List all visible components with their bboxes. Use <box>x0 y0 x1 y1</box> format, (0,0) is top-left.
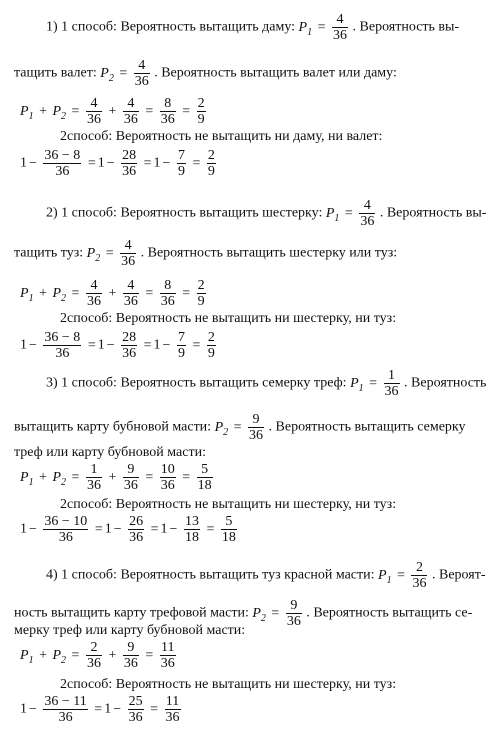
sec1-complement-equation <box>20 148 217 179</box>
text-span: P <box>86 245 96 261</box>
math-operator: = <box>145 647 154 663</box>
text-span: 1 <box>104 701 112 717</box>
text-span: 18 <box>197 478 212 493</box>
text-span: . Вероят- <box>431 567 486 583</box>
math-operator: + <box>108 469 117 485</box>
probability-variable <box>252 605 266 624</box>
math-operator: + <box>108 103 117 119</box>
fraction-numerator: 8 <box>160 96 176 112</box>
text-span: P <box>214 419 224 435</box>
text-span: 9 <box>197 112 205 127</box>
text-span: 9 <box>177 164 185 179</box>
text-span: 36 <box>86 478 101 493</box>
text-span: 36 <box>360 214 375 229</box>
fraction-numerator: 4 <box>123 278 139 294</box>
fraction-numerator: 5 <box>221 514 237 530</box>
fraction <box>128 514 144 545</box>
sec4-line1 <box>46 560 490 591</box>
subscript: 1 <box>334 212 340 224</box>
fraction <box>86 462 102 493</box>
math-operator: = <box>87 155 96 171</box>
fraction-numerator: 9 <box>123 640 139 656</box>
text-span: 36 <box>286 614 301 629</box>
text-span: 1 <box>20 337 27 353</box>
math-operator: − <box>113 701 122 717</box>
text-span: 36 <box>86 112 101 127</box>
math-operator: = <box>192 155 201 171</box>
math-operator: = <box>145 469 154 485</box>
text-span: 36 <box>123 478 138 493</box>
sec3-line3 <box>14 444 490 462</box>
text-span: 2способ: Вероятность не вытащить ни шестерку, ни туз: <box>60 677 397 692</box>
fraction <box>123 640 139 671</box>
fraction-numerator: 4 <box>134 58 150 74</box>
text-span: 36 <box>86 294 101 309</box>
probability-variable <box>325 205 340 224</box>
fraction <box>160 462 176 493</box>
math-operator: − <box>29 337 37 353</box>
text-span: 1 <box>153 155 161 171</box>
text-span: 1 <box>160 521 168 537</box>
text-span: P <box>20 647 29 663</box>
text-span: мерку треф или карту бубновой масти: <box>14 623 246 638</box>
fraction <box>384 368 400 399</box>
subscript: 1 <box>28 292 34 304</box>
text-span: 36 <box>55 346 70 361</box>
math-operator: + <box>108 285 117 301</box>
fraction-numerator: 36 − 11 <box>44 694 87 709</box>
probability-variable <box>350 375 364 394</box>
text-span: 36 <box>160 294 175 309</box>
fraction-numerator: 36 − 8 <box>44 330 81 345</box>
math-operator: = <box>143 155 152 171</box>
text-span: 36 <box>128 710 143 725</box>
fraction-numerator: 4 <box>332 12 348 28</box>
fraction <box>43 148 81 179</box>
subscript: 1 <box>386 574 392 586</box>
probability-variable <box>20 469 34 488</box>
probability-variable <box>20 647 34 666</box>
text-span: P <box>252 605 261 621</box>
text-span: . Вероятность вытащить шестерку или туз: <box>140 245 398 261</box>
fraction <box>411 560 427 591</box>
math-operator: − <box>162 337 171 353</box>
math-operator: = <box>105 245 114 261</box>
sec3-complement-equation <box>20 514 238 545</box>
subscript: 1 <box>28 654 34 666</box>
subscript: 1 <box>28 476 34 488</box>
text-span: вытащить карту бубновой масти: <box>14 419 212 435</box>
sec4-line3 <box>14 622 490 640</box>
math-operator: − <box>29 701 37 717</box>
fraction-numerator: 4 <box>123 96 139 112</box>
text-span: 36 <box>134 74 149 89</box>
probability-variable <box>20 285 34 304</box>
text-span: 36 <box>122 346 137 361</box>
fraction <box>359 198 375 229</box>
text-span: P <box>350 375 359 391</box>
text-span: 2способ: Вероятность не вытащить ни шестерку, ни туз: <box>60 497 397 512</box>
sec1-sum-equation <box>20 96 207 127</box>
subscript: 2 <box>61 476 67 488</box>
fraction <box>332 12 348 43</box>
subscript: 1 <box>307 26 313 38</box>
fraction-numerator: 7 <box>177 148 185 163</box>
fraction <box>248 412 264 443</box>
fraction <box>128 694 144 725</box>
math-operator: − <box>162 155 171 171</box>
fraction <box>197 462 213 493</box>
text-span: 1 <box>104 521 112 537</box>
text-span: треф или карту бубновой масти: <box>14 445 206 460</box>
math-operator: − <box>29 155 37 171</box>
fraction <box>120 238 136 269</box>
fraction <box>160 278 176 309</box>
text-span: 36 <box>165 710 180 725</box>
probability-variable <box>20 103 34 122</box>
text-span: 36 <box>86 656 101 671</box>
sec1-method2 <box>60 128 490 146</box>
fraction-numerator: 2 <box>197 96 205 111</box>
subscript: 2 <box>61 292 67 304</box>
subscript: 1 <box>358 382 364 394</box>
text-span: 1 <box>20 701 27 717</box>
sec4-complement-equation <box>20 694 182 725</box>
text-span: 1 <box>97 155 105 171</box>
text-span: . Вероятность вытащить се- <box>306 605 473 621</box>
math-operator: = <box>145 103 154 119</box>
math-operator: − <box>29 521 37 537</box>
text-span: P <box>52 103 62 119</box>
text-span: P <box>52 285 62 301</box>
math-operator: − <box>106 337 115 353</box>
sec3-line2 <box>14 412 490 443</box>
text-span: 36 <box>160 112 175 127</box>
fraction-numerator: 28 <box>122 148 137 163</box>
fraction-numerator: 5 <box>197 462 213 478</box>
fraction <box>121 330 137 361</box>
subscript: 1 <box>28 110 34 122</box>
text-span: P <box>378 567 387 583</box>
text: 1) 1 способ: Вероятность вытащить даму: <box>46 19 296 35</box>
text: тащить валет: <box>14 65 97 81</box>
fraction-numerator: 2 <box>411 560 427 576</box>
fraction-numerator: 36 − 8 <box>44 148 81 163</box>
math-operator: = <box>369 375 378 391</box>
math-operator: = <box>150 701 159 717</box>
fraction <box>177 330 186 361</box>
text-span: 2способ: Вероятность не вытащить ни шестерку, ни туз: <box>60 311 397 326</box>
math-operator: = <box>71 647 80 663</box>
math-operator: = <box>143 337 152 353</box>
fraction-numerator: 11 <box>161 640 175 655</box>
text-span: 3) 1 способ: Вероятность вытащить семерку треф: <box>46 375 347 391</box>
fraction <box>86 96 102 127</box>
subscript: 2 <box>260 612 266 624</box>
text-span: 9 <box>197 294 205 309</box>
math-operator: = <box>87 337 96 353</box>
probability-variable <box>52 469 67 488</box>
text-span: 36 <box>160 478 175 493</box>
text-span: 2способ: Вероятность не вытащить ни даму, ни валет: <box>60 129 383 144</box>
text-span: P <box>325 205 335 221</box>
text-span: 36 <box>129 530 144 545</box>
fraction <box>165 694 181 725</box>
text-span: 36 <box>58 710 73 725</box>
sec3-method2 <box>60 496 490 514</box>
fraction-numerator: 11 <box>165 694 180 709</box>
text-span: 9 <box>207 164 215 179</box>
fraction-numerator: 2 <box>207 148 215 163</box>
sec2-line2 <box>14 238 490 269</box>
math-operator: = <box>182 285 191 301</box>
text: . Вероятность вытащить валет или даму: <box>154 65 397 81</box>
text-span: 36 <box>55 164 70 179</box>
text-span: P <box>52 647 62 663</box>
fraction-numerator: 2 <box>207 330 215 345</box>
fraction <box>160 96 176 127</box>
math-operator: = <box>94 701 103 717</box>
fraction-numerator: 7 <box>177 330 185 345</box>
fraction-numerator: 4 <box>86 278 102 294</box>
text-span: 36 <box>333 28 348 43</box>
fraction <box>123 278 139 309</box>
sec3-line1 <box>46 368 490 399</box>
fraction <box>197 96 206 127</box>
subscript: 2 <box>61 654 67 666</box>
math-operator: = <box>71 469 80 485</box>
fraction <box>184 514 200 545</box>
text-span: ность вытащить карту трефовой масти: <box>14 605 249 621</box>
probability-variable <box>100 65 114 84</box>
text: . Вероятность вы- <box>352 19 460 35</box>
math-operator: = <box>71 285 80 301</box>
text-span: 4) 1 способ: Вероятность вытащить туз красной масти: <box>46 567 375 583</box>
fraction-numerator: 9 <box>286 598 302 614</box>
probability-variable <box>52 285 67 304</box>
fraction <box>86 640 102 671</box>
text-span: 36 <box>160 656 175 671</box>
math-operator: − <box>169 521 178 537</box>
math-operator: = <box>271 605 280 621</box>
text-span: P <box>298 19 308 35</box>
subscript: 2 <box>95 252 101 264</box>
math-operator: = <box>206 521 215 537</box>
probability-variable <box>52 103 67 122</box>
fraction <box>123 462 139 493</box>
text-span: 1 <box>153 337 161 353</box>
probability-variable <box>378 567 392 586</box>
text-span: P <box>20 469 29 485</box>
sec1-line1 <box>46 12 490 43</box>
fraction-numerator: 4 <box>120 238 136 254</box>
probability-variable <box>214 419 229 438</box>
math-operator: = <box>182 103 191 119</box>
text-span: 36 <box>58 530 73 545</box>
text-span: 36 <box>412 576 427 591</box>
fraction <box>221 514 237 545</box>
fraction <box>207 330 216 361</box>
math-operator: + <box>108 647 117 663</box>
math-operator: = <box>192 337 201 353</box>
math-operator: = <box>119 65 128 81</box>
fraction <box>177 148 186 179</box>
sec2-sum-equation <box>20 278 207 309</box>
text-span: 1 <box>97 337 105 353</box>
text-span: . Вероятность <box>404 375 487 391</box>
text-span: P <box>20 285 29 301</box>
fraction <box>197 278 206 309</box>
text-span: 1 <box>20 521 27 537</box>
fraction <box>86 278 102 309</box>
sec2-complement-equation <box>20 330 217 361</box>
fraction-numerator: 10 <box>160 462 175 477</box>
fraction <box>43 330 81 361</box>
fraction-numerator: 1 <box>86 462 102 478</box>
fraction-numerator: 13 <box>184 514 199 529</box>
probability-variable <box>52 647 67 666</box>
fraction-numerator: 36 − 10 <box>44 514 88 529</box>
math-operator: = <box>145 285 154 301</box>
fraction-numerator: 9 <box>123 462 139 478</box>
fraction-numerator: 2 <box>86 640 102 656</box>
subscript: 2 <box>61 110 67 122</box>
text-span: 1 <box>20 155 27 171</box>
text-span: . Вероятность вы- <box>379 205 487 221</box>
text-span: 9 <box>207 346 215 361</box>
text-span: 36 <box>123 656 138 671</box>
math-operator: = <box>397 567 405 583</box>
fraction <box>43 514 88 545</box>
fraction <box>121 148 137 179</box>
sec2-method2 <box>60 310 490 328</box>
math-operator: = <box>317 19 326 35</box>
fraction <box>134 58 150 89</box>
sec2-line1 <box>46 198 490 229</box>
text-span: 36 <box>121 254 136 269</box>
fraction <box>123 96 139 127</box>
text-span: 2) 1 способ: Вероятность вытащить шестерку: <box>46 205 323 221</box>
fraction-numerator: 4 <box>86 96 102 112</box>
math-operator: − <box>113 521 122 537</box>
math-operator: = <box>71 103 80 119</box>
text-span: 18 <box>221 530 236 545</box>
fraction-numerator: 25 <box>128 694 143 709</box>
math-operator: + <box>39 103 47 119</box>
math-operator: = <box>94 521 103 537</box>
math-operator: − <box>106 155 115 171</box>
math-operator: + <box>39 647 47 663</box>
fraction <box>43 694 87 725</box>
fraction-numerator: 4 <box>359 198 375 214</box>
text-span: 36 <box>384 384 399 399</box>
fraction <box>207 148 216 179</box>
math-operator: = <box>182 469 191 485</box>
fraction <box>160 640 176 671</box>
subscript: 2 <box>223 426 229 438</box>
math-operator: = <box>233 419 242 435</box>
text-span: 18 <box>184 530 199 545</box>
subscript: 2 <box>108 72 114 84</box>
math-operator: = <box>150 521 159 537</box>
text-span: P <box>52 469 62 485</box>
probability-variable <box>298 19 313 38</box>
fraction-numerator: 9 <box>248 412 264 428</box>
math-operator: + <box>39 285 47 301</box>
fraction-numerator: 8 <box>160 278 176 294</box>
probability-variable <box>86 245 101 264</box>
fraction-numerator: 1 <box>384 368 400 384</box>
fraction-numerator: 26 <box>129 514 144 529</box>
text-span: 36 <box>123 112 138 127</box>
text-span: . Вероятность вытащить семерку <box>268 419 466 435</box>
text-span: 36 <box>123 294 138 309</box>
sec4-method2 <box>60 676 490 694</box>
sec3-sum-equation <box>20 462 214 493</box>
text-span: 36 <box>249 428 264 443</box>
math-operator: + <box>39 469 47 485</box>
sec1-line2 <box>14 58 490 89</box>
fraction-numerator: 2 <box>197 278 205 293</box>
text-span: 36 <box>122 164 137 179</box>
text-span: P <box>100 65 109 81</box>
math-operator: = <box>344 205 353 221</box>
sec4-sum-equation <box>20 640 177 671</box>
fraction-numerator: 28 <box>122 330 137 345</box>
text-span: 9 <box>177 346 185 361</box>
text-span: P <box>20 103 29 119</box>
text-span: тащить туз: <box>14 245 84 261</box>
